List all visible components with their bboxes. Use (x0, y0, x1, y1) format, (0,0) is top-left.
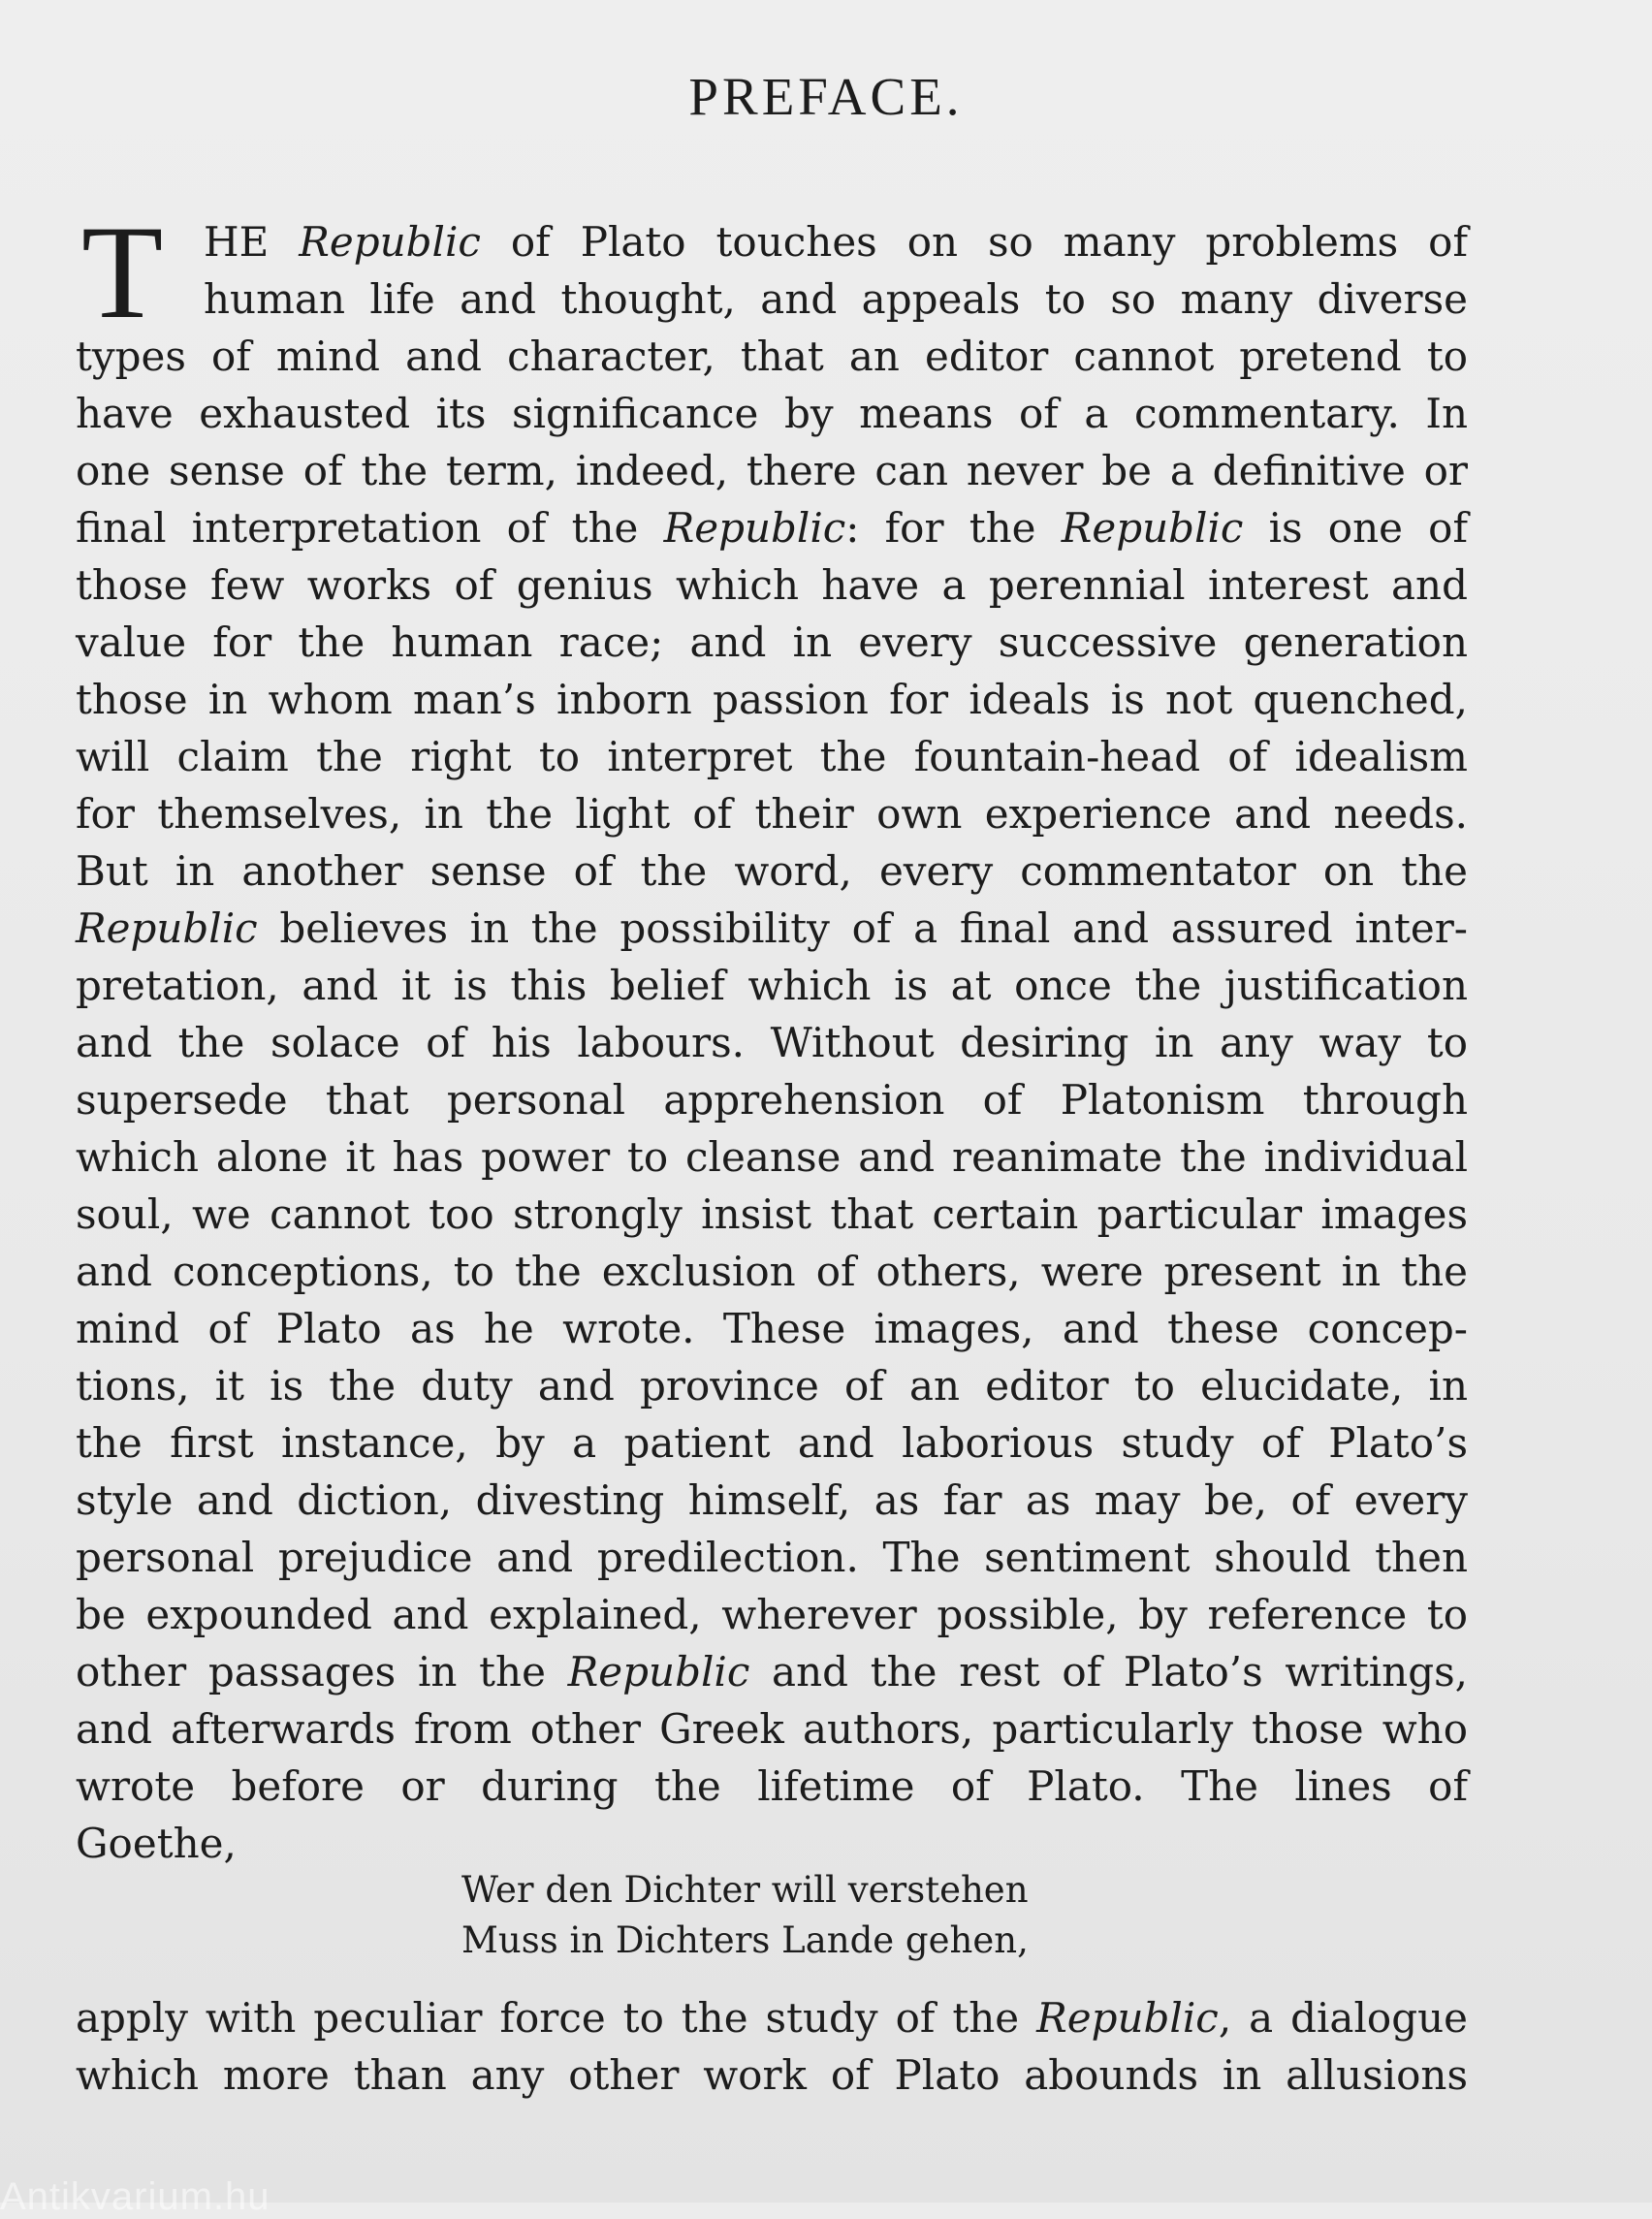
paragraph-1-line: Goethe, (76, 1820, 237, 1867)
paragraph-2-line-1: apply with peculiar force to the study of the Republic, a dialogue (76, 1994, 1468, 2042)
verse-line-1: Wer den Dichter will verstehen (461, 1869, 1029, 1911)
paragraph-1-line: supersede that personal apprehension of Platonism through (76, 1076, 1468, 1124)
paragraph-1-line: one sense of the term, indeed, there can never be a definitive or (76, 447, 1468, 494)
paragraph-1-line: human life and thought, and appeals to so many diverse (204, 275, 1468, 323)
paragraph-1-line: wrote before or during the lifetime of Plato. The lines of (76, 1762, 1468, 1810)
verse-quote (461, 1865, 1029, 1966)
paragraph-1-line: have exhausted its significance by means of a commentary. In (76, 390, 1468, 437)
paragraph-2-line-2: which more than any other work of Plato abounds in allusions (76, 2051, 1468, 2099)
paragraph-1-line: mind of Plato as he wrote. These images, and these concep- (76, 1305, 1468, 1352)
page-title: PREFACE. (688, 67, 964, 126)
paragraph-1-line: tions, it is the duty and province of an editor to elucidate, in (76, 1362, 1468, 1410)
paragraph-1-line: But in another sense of the word, every commentator on the (76, 847, 1468, 895)
paragraph-1-line: those few works of genius which have a perennial interest and (76, 561, 1468, 609)
paragraph-1-line: and afterwards from other Greek authors, particularly those who (76, 1705, 1468, 1753)
paragraph-1-line: types of mind and character, that an editor cannot pretend to (76, 333, 1468, 380)
paragraph-1-line: and conceptions, to the exclusion of others, were present in the (76, 1248, 1468, 1295)
paragraph-1-line: style and diction, divesting himself, as far as may be, of every (76, 1476, 1468, 1524)
paragraph-1-line: and the solace of his labours. Without desiring in any way to (76, 1019, 1468, 1066)
verse-line-2: Muss in Dichters Lande gehen, (461, 1919, 1029, 1961)
paragraph-2 (76, 1989, 1468, 2104)
paragraph-1-line: be expounded and explained, wherever possible, by reference to (76, 1591, 1468, 1638)
paragraph-1 (76, 213, 1468, 1872)
paragraph-1-line: will claim the right to interpret the fountain-head of idealism (76, 733, 1468, 780)
paragraph-1-line: for themselves, in the light of their own experience and needs. (76, 790, 1468, 838)
paragraph-1-line: soul, we cannot too strongly insist that certain particular images (76, 1190, 1468, 1238)
paragraph-1-line: Republic believes in the possibility of a final and assured inter- (76, 904, 1468, 952)
paragraph-1-line: the first instance, by a patient and laborious study of Plato’s (76, 1419, 1468, 1467)
paragraph-1-line: those in whom man’s inborn passion for ideals is not quenched, (76, 676, 1468, 723)
paragraph-1-line: HE Republic of Plato touches on so many problems of (204, 218, 1468, 266)
drop-cap: T (81, 198, 164, 346)
watermark-logo: Antikvarium.hu (0, 2175, 270, 2218)
paragraph-1-line: final interpretation of the Republic: for the Republic is one of (76, 504, 1468, 552)
paragraph-1-line: personal prejudice and predilection. The sentiment should then (76, 1534, 1468, 1581)
paragraph-1-line: value for the human race; and in every successive generation (76, 618, 1468, 666)
paragraph-1-line: pretation, and it is this belief which is at once the justification (76, 962, 1468, 1009)
paragraph-1-line: which alone it has power to cleanse and reanimate the individual (76, 1133, 1468, 1181)
paragraph-1-line: other passages in the Republic and the rest of Plato’s writings, (76, 1648, 1469, 1696)
